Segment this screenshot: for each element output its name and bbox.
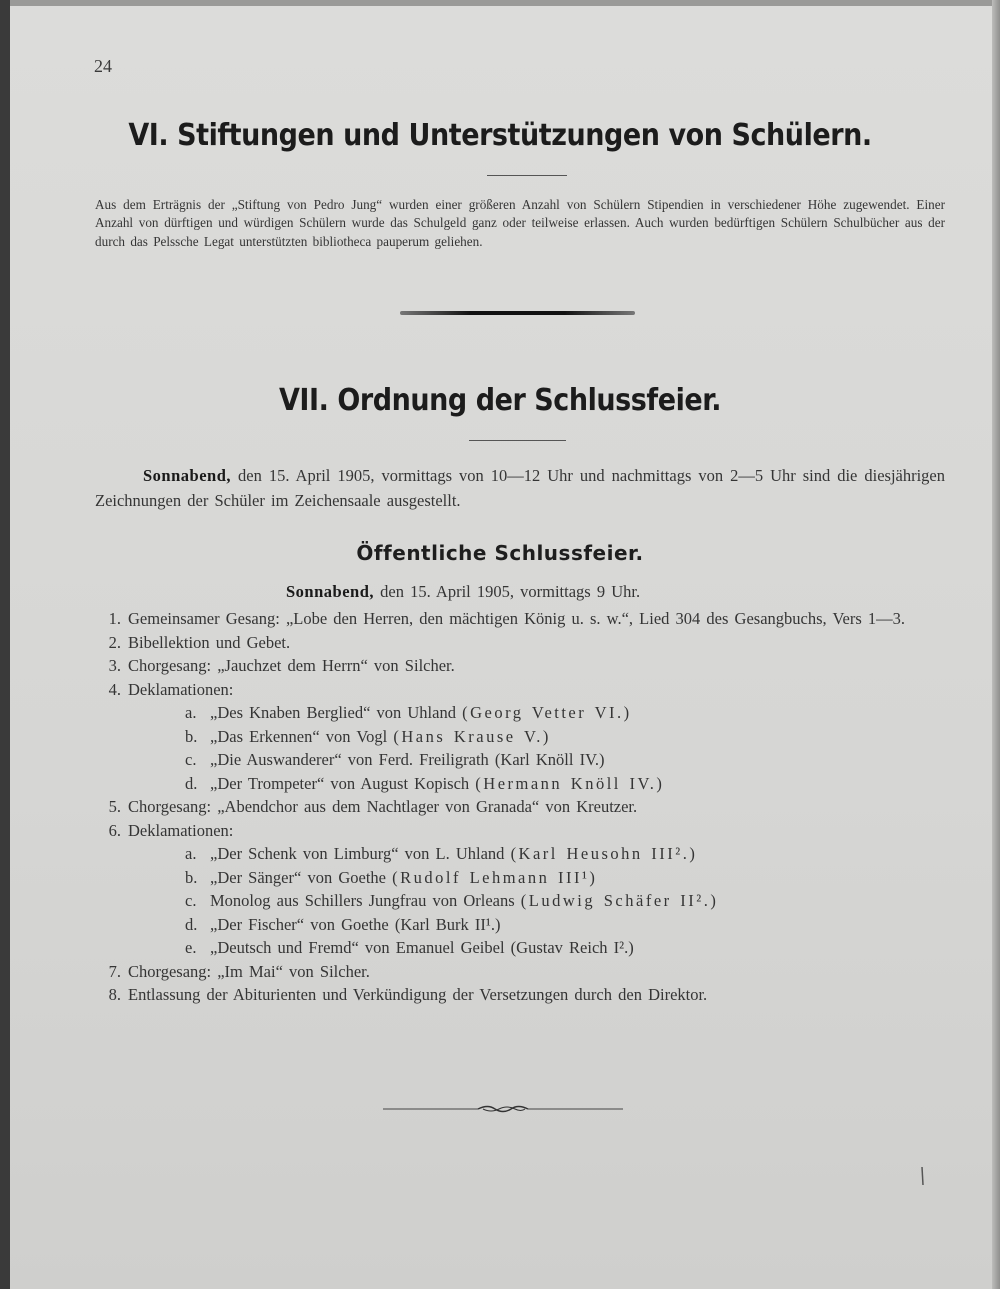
item-text: Chorgesang: „Jauchzet dem Herrn“ von Silcher.: [128, 656, 455, 675]
date-text: den 15. April 1905, vormittags 9 Uhr.: [380, 582, 641, 601]
ceremony-date: [286, 582, 640, 602]
sub-item-letter: b.: [185, 867, 198, 887]
sub-list-item: [185, 866, 945, 890]
performer: (Rudolf Lehmann III¹): [392, 867, 598, 887]
list-item: [95, 678, 945, 702]
performer: (Karl Burk II¹.): [394, 914, 501, 934]
sub-item-letter: d.: [185, 914, 198, 934]
list-item: [95, 983, 945, 1007]
declamations-list-6: [95, 842, 945, 960]
scan-edge-top: [0, 0, 1000, 6]
scan-edge-left: [0, 0, 10, 1289]
sub-list-item: [185, 701, 945, 725]
performer: (Hans Krause V.): [393, 726, 551, 746]
divider-short: [469, 440, 566, 441]
page-number: 24: [94, 56, 112, 76]
declamations-list-4: [95, 701, 945, 795]
item-text: Gemeinsamer Gesang: „Lobe den Herren, den mächtigen König u. s. w.“, Lied 304 des Gesangbuchs, Vers 1—3.: [128, 609, 906, 628]
item-text: Chorgesang: „Abendchor aus dem Nachtlager von Granada“ von Kreutzer.: [128, 797, 638, 816]
performer: (Ludwig Schäfer II².): [520, 891, 719, 910]
sub-item-letter: d.: [185, 773, 198, 793]
sub-item-text: „Der Schenk von Limburg“ von L. Uhland: [210, 844, 505, 863]
item-text: Deklamationen:: [128, 820, 234, 840]
sub-list-item: [185, 725, 945, 749]
list-item: [95, 654, 945, 678]
item-number: 7.: [108, 961, 121, 981]
sub-list-item: [185, 842, 945, 866]
ceremony-subheading: Öffentliche Schlussfeier.: [356, 541, 644, 565]
sub-item-letter: a.: [185, 844, 197, 863]
programme-list: [95, 607, 945, 1007]
list-item: [95, 631, 945, 655]
item-number: 6.: [108, 820, 121, 840]
performer: (Hermann Knöll IV.): [475, 773, 665, 793]
sub-list-item: [185, 772, 945, 796]
intro-day: Sonnabend,: [143, 466, 232, 485]
section-7-heading: VII. Ordnung der Schlussfeier.: [278, 383, 722, 418]
section-6-heading: VI. Stiftungen und Unterstützungen von Schülern.: [128, 118, 872, 153]
section-6-paragraph: Aus dem Erträgnis der „Stiftung von Pedro Jung“ wurden einer größeren Anzahl von Schülern Stipendien in verschiedener Höhe zugewendet. Einer Anzahl von dürftigen und würdigen Schülern wurde das Schulgeld ganz oder teilweise erlassen. Auch wurden bedürftigen Schülern Schulbücher aus der durch das Pelssche Legat unterstützten bibliotheca pauperum geliehen.: [95, 197, 945, 249]
sub-item-letter: c.: [185, 750, 197, 769]
end-ornament-icon: [383, 1102, 623, 1116]
performer: (Karl Heusohn III².): [510, 844, 698, 863]
sub-item-letter: b.: [185, 726, 198, 746]
sub-item-text: „Der Fischer“ von Goethe: [210, 914, 389, 934]
item-number: 1.: [108, 609, 121, 628]
sub-list-item: [185, 889, 945, 913]
item-text: Deklamationen:: [128, 679, 234, 699]
performer: (Gustav Reich I².): [510, 938, 634, 957]
sub-item-text: „Der Trompeter“ von August Kopisch: [210, 773, 470, 793]
item-number: 2.: [108, 632, 121, 652]
sub-item-text: „Die Auswanderer“ von Ferd. Freiligrath: [210, 750, 489, 769]
performer: (Georg Vetter VI.): [462, 703, 632, 722]
sub-item-letter: a.: [185, 703, 197, 722]
list-item: [95, 607, 945, 631]
exhibition-paragraph: [95, 463, 945, 513]
intro-text: den 15. April 1905, vormittags von 10—12 Uhr und nachmittags von 2—5 Uhr sind die diesjährigen Zeichnungen der Schüler im Zeichensaale ausgestellt.: [95, 466, 946, 510]
list-item: [95, 960, 945, 984]
sub-item-text: „Das Erkennen“ von Vogl: [210, 726, 388, 746]
scan-edge-right: [992, 0, 1000, 1289]
sub-list-item: [185, 913, 945, 937]
divider-short: [487, 175, 567, 176]
item-number: 4.: [108, 679, 121, 699]
item-number: 3.: [108, 656, 121, 675]
scan-mark-icon: [920, 1165, 926, 1187]
item-text: Bibellektion und Gebet.: [128, 632, 291, 652]
sub-item-text: Monolog aus Schillers Jungfrau von Orleans: [210, 891, 515, 910]
performer: (Karl Knöll IV.): [494, 750, 605, 769]
sub-list-item: [185, 748, 945, 772]
item-text: Entlassung der Abiturienten und Verkündigung der Versetzungen durch den Direktor.: [128, 985, 708, 1004]
sub-item-letter: e.: [185, 938, 197, 957]
sub-item-text: „Der Sänger“ von Goethe: [210, 867, 386, 887]
sub-item-letter: c.: [185, 891, 197, 910]
item-number: 5.: [108, 797, 121, 816]
item-number: 8.: [108, 985, 121, 1004]
sub-list-item: [185, 936, 945, 960]
date-day: Sonnabend,: [286, 582, 375, 601]
item-text: Chorgesang: „Im Mai“ von Silcher.: [128, 961, 370, 981]
list-item: [95, 795, 945, 819]
list-item: [95, 819, 945, 843]
sub-item-text: „Deutsch und Fremd“ von Emanuel Geibel: [210, 938, 505, 957]
section-divider: [400, 311, 635, 315]
sub-item-text: „Des Knaben Berglied“ von Uhland: [210, 703, 456, 722]
